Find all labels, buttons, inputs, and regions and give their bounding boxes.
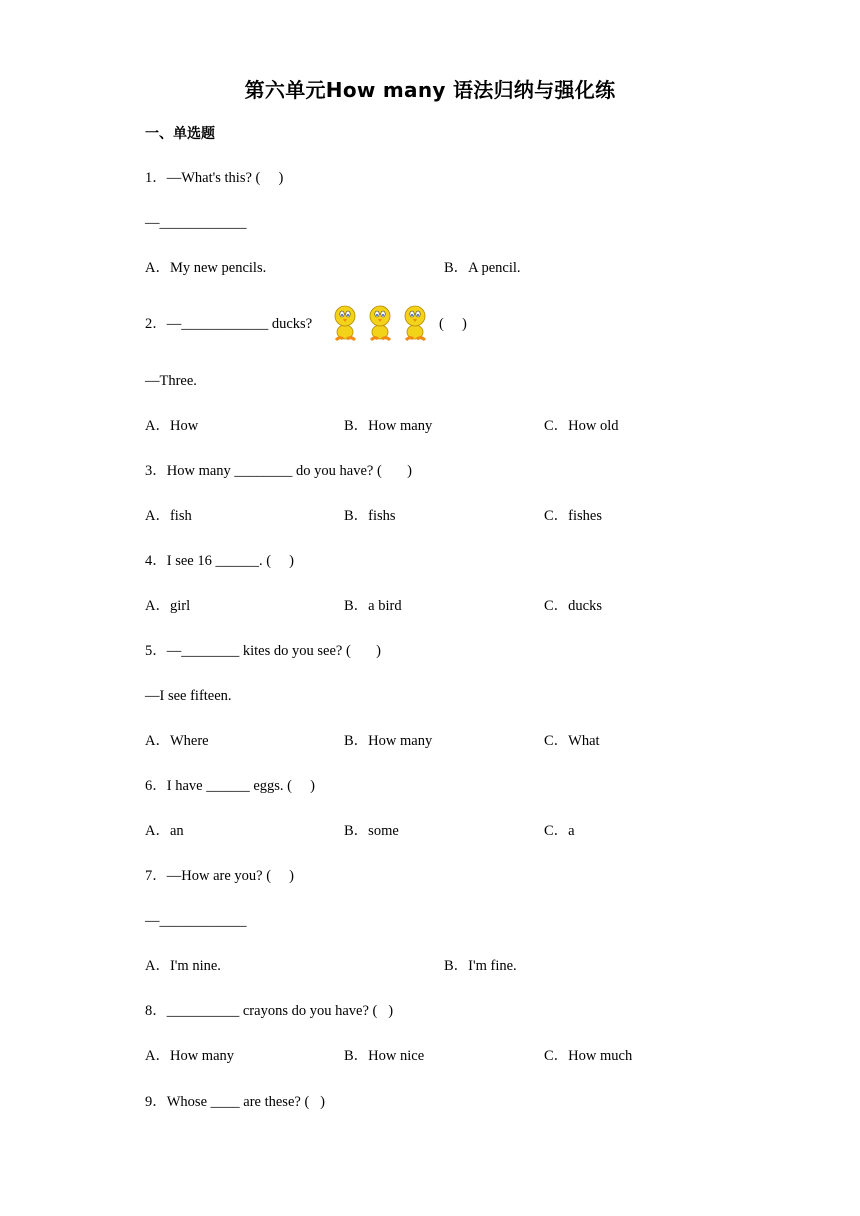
question-2-answer-line: —Three. — [145, 373, 197, 389]
question-3: 3．How many ________ do you have? ( ) — [145, 463, 412, 479]
question-7-option-b: B．I'm fine. — [444, 958, 517, 974]
question-5-option-c: C．What — [544, 733, 600, 749]
question-4-option-c: C．ducks — [544, 598, 602, 614]
question-2: 2．—____________ ducks? — [145, 316, 313, 332]
question-6-option-c: C．a — [544, 823, 575, 839]
question-6: 6．I have ______ eggs. ( ) — [145, 778, 315, 794]
question-3-option-b: B．fishs — [344, 508, 396, 524]
question-2-bracket: ( ) — [439, 316, 467, 332]
question-2-option-a: A．How — [145, 418, 199, 434]
question-8-option-b: B．How nice — [344, 1048, 425, 1064]
question-5-answer-line: —I see fifteen. — [145, 688, 232, 704]
question-6-option-b: B．some — [344, 823, 399, 839]
question-5-option-a: A．Where — [145, 733, 209, 749]
question-7-answer-line: —____________ — [145, 913, 247, 929]
question-4: 4．I see 16 ______. ( ) — [145, 553, 295, 569]
duck-icon — [370, 306, 390, 340]
question-1-answer-line: —____________ — [145, 215, 247, 231]
question-8-option-c: C．How much — [544, 1048, 633, 1064]
question-3-option-c: C．fishes — [544, 508, 602, 524]
question-6-option-a: A．an — [145, 823, 184, 839]
question-4-option-b: B．a bird — [344, 598, 402, 614]
question-5-option-b: B．How many — [344, 733, 433, 749]
question-8: 8．__________ crayons do you have? ( ) — [145, 1003, 394, 1019]
question-4-option-a: A．girl — [145, 598, 191, 614]
question-1-option-b: B．A pencil. — [444, 260, 521, 276]
question-2-option-c: C．How old — [544, 418, 619, 434]
section-heading: 一、单选题 — [145, 126, 215, 142]
question-2-option-b: B．How many — [344, 418, 433, 434]
question-7-option-a: A．I'm nine. — [145, 958, 221, 974]
duck-icon — [405, 306, 425, 340]
question-9: 9．Whose ____ are these? ( ) — [145, 1094, 325, 1110]
question-5: 5．—________ kites do you see? ( ) — [145, 643, 381, 659]
question-8-option-a: A．How many — [145, 1048, 235, 1064]
question-7: 7．—How are you? ( ) — [145, 868, 294, 884]
three-ducks-icon — [330, 302, 432, 344]
question-3-option-a: A．fish — [145, 508, 192, 524]
duck-icon — [335, 306, 355, 340]
question-1-option-a: A．My new pencils. — [145, 260, 267, 276]
page-title: 第六单元How many 语法归纳与强化练 — [244, 78, 616, 102]
question-1: 1．—What's this? ( ) — [145, 170, 284, 186]
